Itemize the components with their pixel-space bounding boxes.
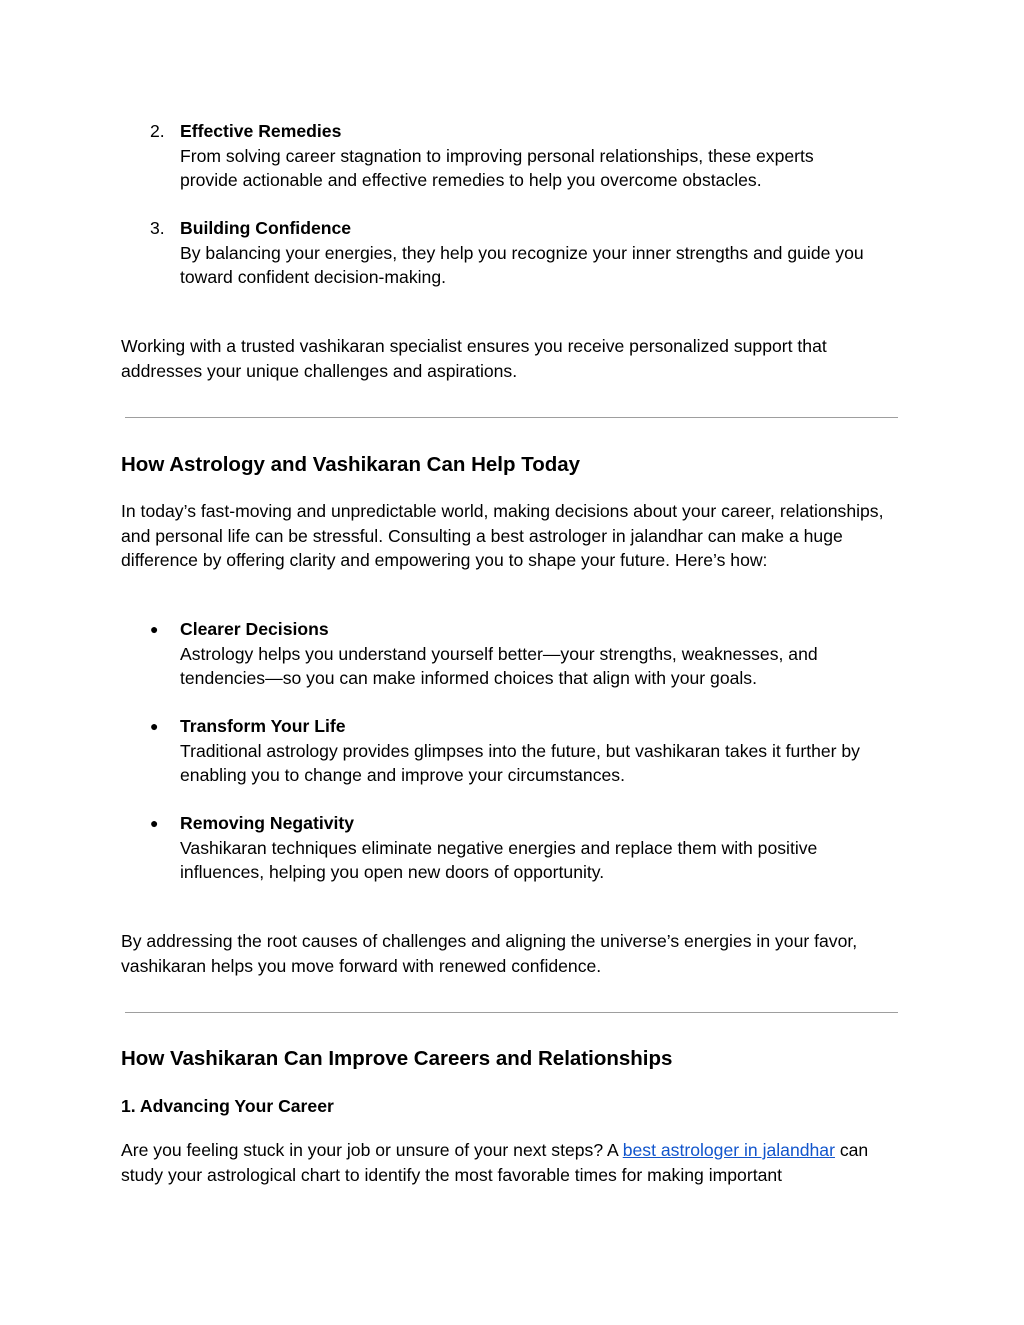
list-item-title: Effective Remedies (180, 121, 342, 141)
list-number: 2. (150, 121, 165, 141)
list-item-body: By balancing your energies, they help you recognize your inner strengths and guide you toward confident decision-making. (180, 242, 864, 287)
list-item (180, 119, 915, 193)
list-item-title: Building Confidence (180, 218, 352, 238)
list-number: 3. (150, 218, 165, 238)
bullet-marker: ● (150, 718, 159, 734)
paragraph-text: can study your astrological chart to identify the most favorable times for making important (121, 1140, 869, 1185)
list-item-title: Clearer Decisions (180, 619, 329, 639)
paragraph-text: Are you feeling stuck in your job or unsure of your next steps? A (121, 1140, 623, 1160)
paragraph-trusted: Working with a trusted vashikaran specialist ensures you receive personalized support that addresses your unique challenges and aspirations. (121, 336, 827, 381)
list-item (180, 714, 915, 788)
list-item (180, 617, 915, 691)
astrologer-link[interactable]: best astrologer in jalandhar (622, 1140, 835, 1160)
list-item (180, 216, 915, 290)
list-item-body: From solving career stagnation to improving personal relationships, these experts provide actionable and effective remedies to help you overcome obstacles. (180, 145, 814, 190)
bullet-marker: ● (150, 621, 159, 637)
bullet-marker: ● (150, 815, 159, 831)
divider (125, 417, 898, 418)
paragraph-career (121, 1138, 881, 1187)
divider (125, 1012, 898, 1013)
paragraph-closing: By addressing the root causes of challenges and aligning the universe’s energies in your favor, vashikaran helps you move forward with renewed confidence. (121, 931, 858, 976)
list-item-title: Removing Negativity (180, 813, 355, 833)
section-heading-careers: How Vashikaran Can Improve Careers and Relationships (121, 1047, 673, 1070)
section-heading-help: How Astrology and Vashikaran Can Help Today (121, 453, 581, 476)
list-item-title: Transform Your Life (180, 716, 346, 736)
list-item-body: Traditional astrology provides glimpses into the future, but vashikaran takes it further by enabling you to change and improve your circumstances. (180, 740, 860, 785)
list-item-body: Astrology helps you understand yourself better—your strengths, weaknesses, and tendencies—so you can make informed choices that align with your goals. (180, 643, 818, 688)
list-item-body: Vashikaran techniques eliminate negative energies and replace them with positive influences, helping you open new doors of opportunity. (180, 837, 818, 882)
list-item (180, 811, 915, 885)
paragraph-intro: In today’s fast-moving and unpredictable world, making decisions about your career, relationships, and personal life can be stressful. Consulting a best astrologer in jalandhar can make a huge difference by offering clarity and empowering you to shape your future. Here’s how: (121, 501, 884, 570)
subheading-career: 1. Advancing Your Career (121, 1096, 334, 1116)
